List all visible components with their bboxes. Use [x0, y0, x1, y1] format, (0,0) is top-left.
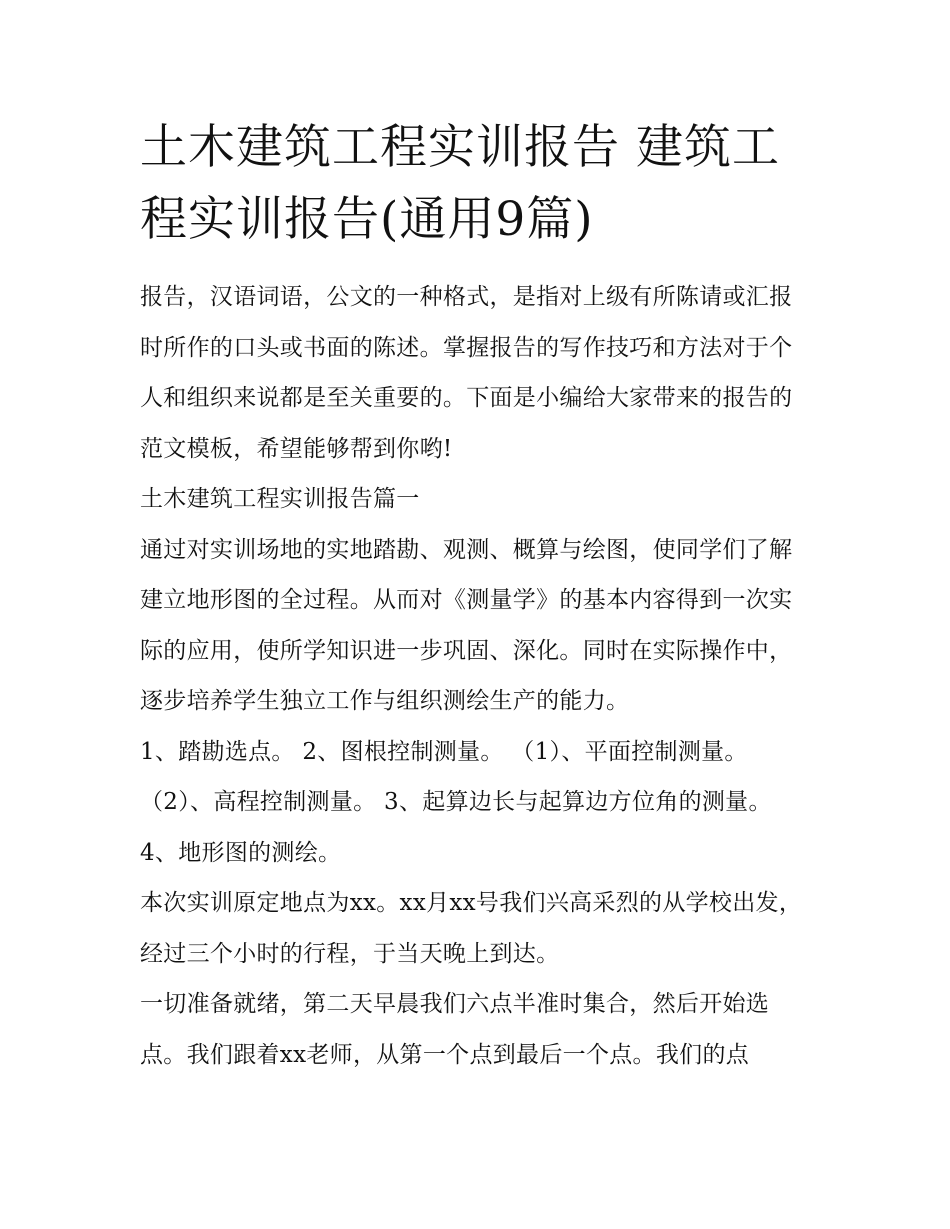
document-page	[140, 112, 812, 1080]
intro-paragraph: 报告，汉语词语，公文的一种格式，是指对上级有所陈请或汇报时所作的口头或书面的陈述。掌握报告的写作技巧和方法对于个人和组织来说都是至关重要的。下面是小编给大家带来的报告的范文模板，希望能够帮到你哟!	[140, 284, 793, 462]
body-paragraph: 一切准备就绪，第二天早晨我们六点半准时集合，然后开始选点。我们跟着xx老师，从第一个点到最后一个点。我们的点	[140, 991, 770, 1068]
section-heading: 土木建筑工程实训报告篇一	[140, 486, 420, 512]
body-paragraph: 通过对实训场地的实地踏勘、观测、概算与绘图，使同学们了解建立地形图的全过程。从而对《测量学》的基本内容得到一次实际的应用，使所学知识进一步巩固、深化。同时在实际操作中，逐步培养学生独立工作与组织测绘生产的能力。	[140, 536, 793, 714]
body-paragraph: 本次实训原定地点为xx。xx月xx号我们兴高采烈的从学校出发，经过三个小时的行程，于当天晚上到达。	[140, 890, 803, 967]
body-paragraph: 1、踏勘选点。 2、图根控制测量。 （1）、平面控制测量。 （2）、高程控制测量。 3、起算边长与起算边方位角的测量。 4、地形图的测绘。	[140, 738, 772, 866]
document-title: 土木建筑工程实训报告 建筑工程实训报告(通用9篇)	[140, 120, 780, 247]
